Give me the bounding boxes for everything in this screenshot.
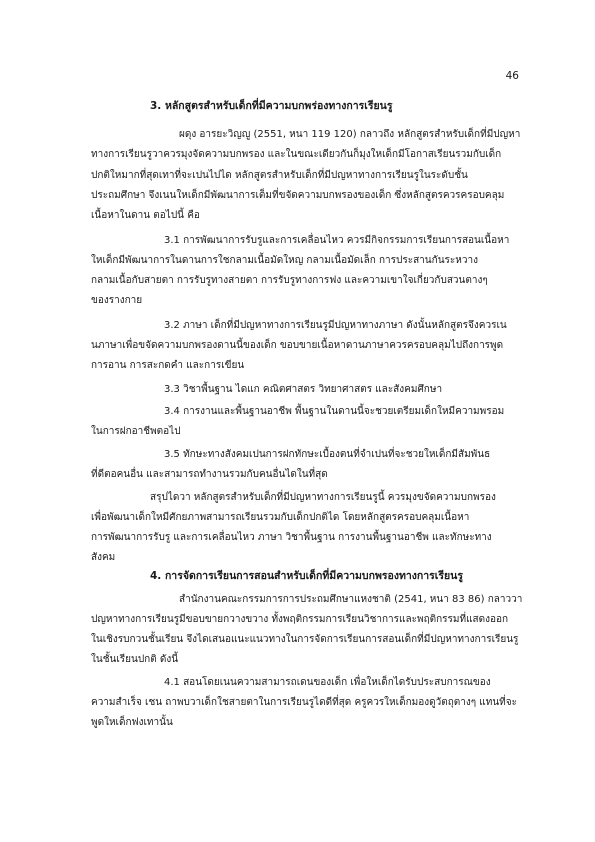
text-line: 4.1 สอนโดยเนนความสามารถเดนของเด็ก เพื่อใหเด็กไดรับประสบการณของ — [164, 677, 491, 688]
text-line: ที่ดีตอคนอื่น และสามารถทำงานรวมกับคนอื่นไดในที่สุด — [91, 469, 328, 480]
text-line: นภาษาเพื่อขจัดความบกพรองดานนี้ของเด็ก ขอบขายเนื้อหาดานภาษาควรครอบคลุมไปถึงการพูด — [91, 340, 504, 351]
text-line: การพัฒนาการรับรู และการเคลื่อนไหว ภาษา วิชาพื้นฐาน การงานพื้นฐานอาชีพ และทักษะทาง — [91, 532, 492, 543]
text-line: ปกติใหมากที่สุดเทาที่จะเปนไปได หลักสูตรสำหรับเด็กที่มีปญหาทางการเรียนรูในระดับชั้น — [91, 170, 468, 181]
text-line: ในชั้นเรียนปกติ ดังนี้ — [91, 654, 179, 665]
text-line: 3.4 การงานและพื้นฐานอาชีพ พื้นฐานในดานนี้จะชวยเตรียมเด็กใหมีความพรอม — [164, 406, 505, 417]
text-line: 3.1 การพัฒนาการรับรูและการเคลื่อนไหว ควรมีกิจกรรมการเรียนการสอนเนื้อหา — [164, 235, 510, 246]
text-line: ปญหาทางการเรียนรูมีขอบขายกวางขวาง ทั้งพฤติกรรมการเรียนวิชาการและพฤติกรรมที่แสดงออก — [91, 614, 509, 625]
section-heading: 3. หลักสูตรสำหรับเด็กที่มีความบกพร่องทางการเรียนรู — [150, 100, 393, 112]
text-line: การอาน การสะกดคำ และการเขียน — [91, 360, 245, 371]
text-line: เนื้อหาในดาน ตอไปนี้ คือ — [91, 210, 200, 221]
text-line: ใหเด็กมีพัฒนาการในดานการใชกลามเนื้อมัดใหญ กลามเนื้อมัดเล็ก การประสานกันระหวาง — [91, 255, 478, 266]
text-line: 3.3 วิชาพื้นฐาน ไดแก คณิตศาสตร วิทยาศาสตร และสังคมศึกษา — [164, 384, 443, 395]
text-line: 3.2 ภาษา เด็กที่มีปญหาทางการเรียนรูมีปญหาทางภาษา ดังนั้นหลักสูตรจึงควรเน — [164, 320, 507, 331]
text-line: สำนักงานคณะกรรมการการประถมศึกษาแหงชาติ (2541, หนา 83 86) กลาววา — [179, 594, 523, 605]
text-line: กลามเนื้อกับสายตา การรับรูทางสายตา การรับรูทางการฟง และความเขาใจเกี่ยวกับสวนตางๆ — [91, 275, 488, 286]
text-line: สรุปไดวา หลักสูตรสำหรับเด็กที่มีปญหาทางการเรียนรูนี้ ควรมุงขจัดความบกพรอง — [150, 492, 496, 503]
page-number: 46 — [505, 70, 519, 82]
text-line: ทางการเรียนรูวาควรมุงจัดความบกพรอง และในขณะเดียวกันก็มุงใหเด็กมีโอกาสเรียนรวมกับเด็ก — [91, 149, 502, 160]
text-line: ผดุง อารยะวิญญู (2551, หนา 119 120) กลาวถึง หลักสูตรสำหรับเด็กที่มีปญหา — [179, 129, 521, 140]
text-line: พูดใหเด็กฟงเทานั้น — [91, 717, 173, 728]
text-line: ในการฝกอาชีพตอไป — [91, 426, 181, 437]
text-line: ประถมศึกษา จึงเนนใหเด็กมีพัฒนาการเต็มที่ขจัดความบกพรองของเด็ก ซึ่งหลักสูตรควรครอบคลุม — [91, 190, 505, 201]
text-line: 3.5 ทักษะทางสังคมเปนการฝกทักษะเบื้องตนที่จำเปนที่จะชวยใหเด็กมีสัมพันธ — [164, 449, 491, 460]
section-heading: 4. การจัดการเรียนการสอนสำหรับเด็กที่มีความบกพรองทางการเรียนรู — [150, 570, 463, 582]
text-line: เพื่อพัฒนาเด็กใหมีศักยภาพสามารถเรียนรวมกับเด็กปกติได โดยหลักสูตรครอบคลุมเนื้อหา — [91, 512, 470, 523]
text-line: ของรางกาย — [91, 295, 143, 306]
text-line: สังคม — [91, 552, 116, 563]
text-line: ในเชิงรบกวนชั้นเรียน จึงไดเสนอแนะแนวทางในการจัดการเรียนการสอนเด็กที่มีปญหาทางการเรียนรู — [91, 634, 519, 645]
text-line: ความสำเร็จ เชน ถาพบวาเด็กใชสายตาในการเรียนรูไดดีที่สุด ครูควรใหเด็กมองดูวัตถุตางๆ แทนที่จะ — [91, 697, 517, 708]
